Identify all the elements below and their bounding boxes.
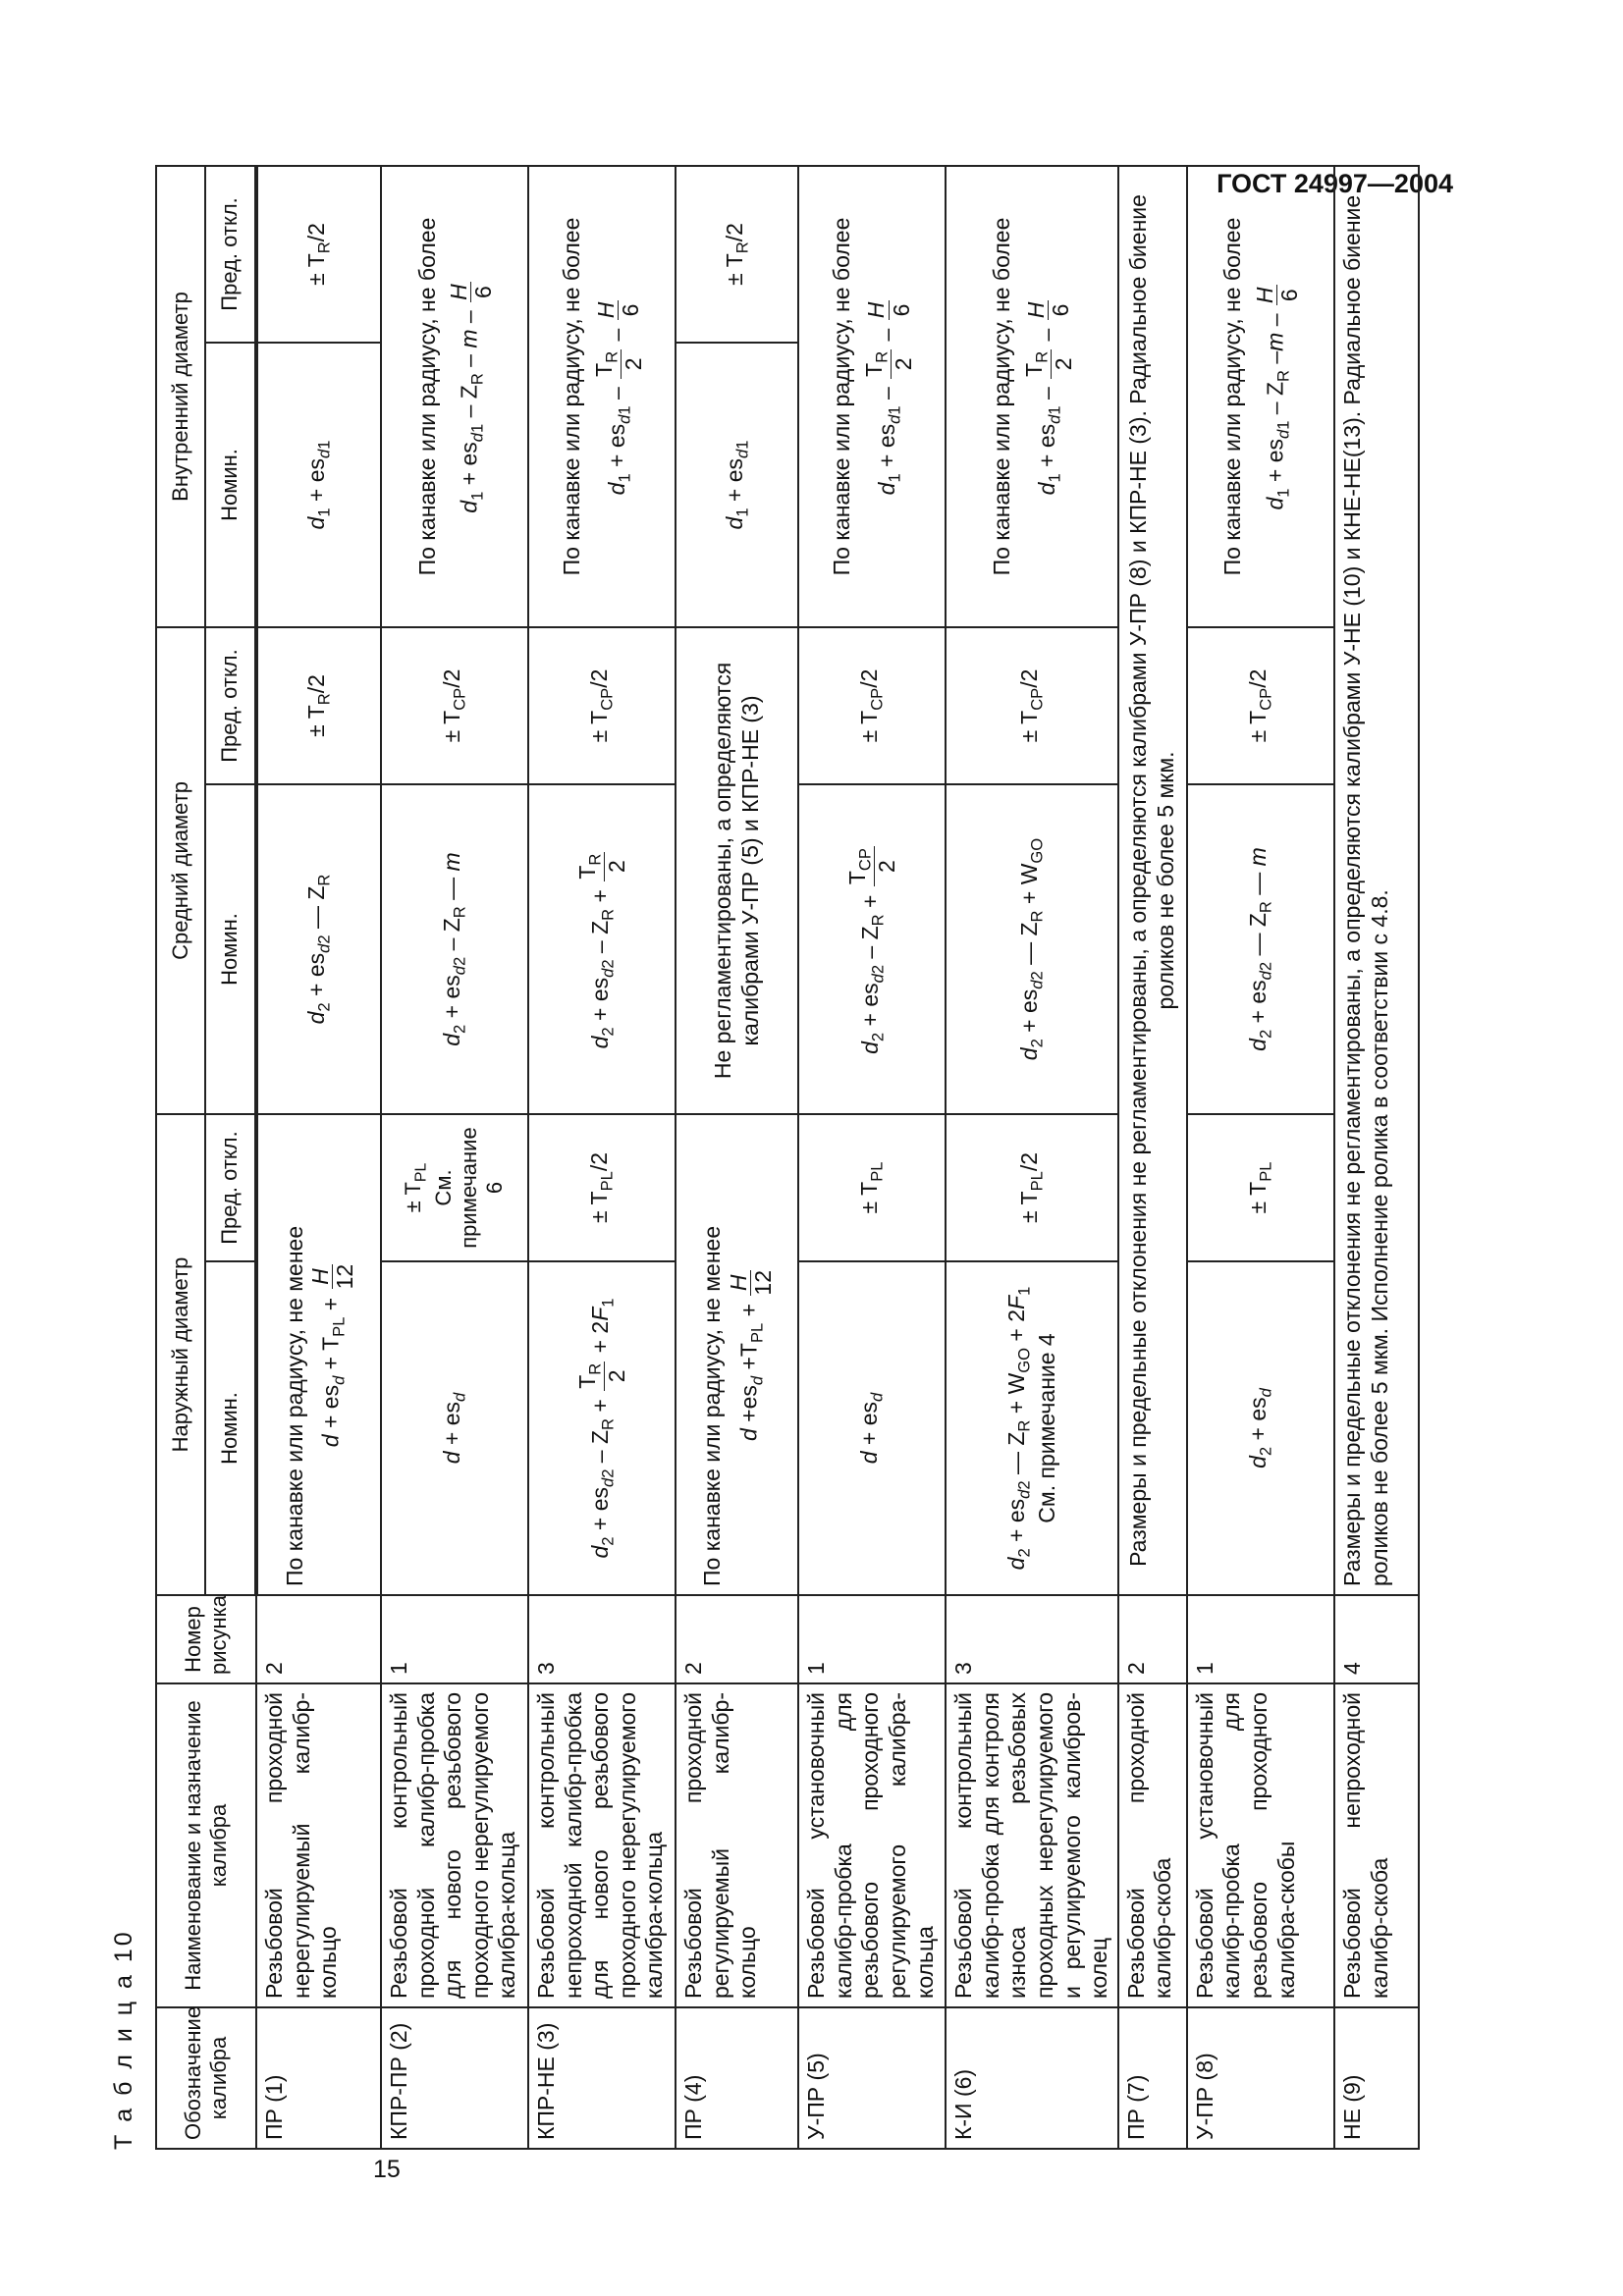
row-name: Резьбовой контрольный проходной калибр-пробка для нового резьбового проходного нерегулируемого калибра-кольца	[381, 1683, 528, 2007]
formula: ± $T_{CP}/2$	[946, 627, 1118, 784]
formula: $d_2 + es_{d2} - Z_R$ + $T_R$ 2 + $2F_1$	[528, 1261, 676, 1595]
inner-cell	[946, 166, 1118, 627]
row-figure: 2	[1118, 1595, 1187, 1683]
table-caption: Т а б л и ц а 10	[110, 1929, 137, 2150]
table-row	[676, 166, 798, 2149]
rotated-table-area	[104, 167, 1420, 2150]
mid-text: Не регламентированы, а определяются калибрами У-ПР (5) и КПР-НЕ (3)	[676, 627, 798, 1114]
formula: $d_2 + es_{d2} - Z_R$ + $T_{CP}$ 2	[798, 784, 946, 1114]
outer-span-title: По канавке или радиусу, не менее	[281, 1225, 307, 1586]
row-figure: 3	[528, 1595, 676, 1683]
col-inner: Внутренний диаметр	[156, 166, 205, 627]
inner-text: По канавке или радиусу, не более	[829, 217, 855, 576]
col-designation: Обозначение калибра	[156, 2007, 256, 2149]
formula: $d_2 + es_{d2} - Z_R$ — m	[381, 784, 528, 1114]
formula: $d_1 + es_{d1}$	[676, 343, 798, 627]
inner-cell	[1187, 166, 1334, 627]
formula: ± $T_R/2$	[676, 166, 798, 343]
row-code: НЕ (9)	[1334, 2007, 1419, 2149]
formula: $d_1 + es_{d1}$ – $T_R$ 2 – H 6	[1020, 301, 1076, 496]
row-code: К-И (6)	[946, 2007, 1118, 2149]
formula: ± $T_{PL}$ См. примечание 6	[381, 1114, 528, 1261]
row-name: Резьбовой непроходной калибр-скоба	[1334, 1683, 1419, 2007]
formula: ± $T_{CP}/2$	[381, 627, 528, 784]
inner-nom: Номин.	[205, 343, 256, 627]
formula: $d_2 + es_{d2}$ — $Z_R$	[256, 784, 381, 1114]
row-code: КПР-НЕ (3)	[528, 2007, 676, 2149]
col-outer: Наружный диаметр	[156, 1114, 205, 1595]
row-name: Резьбовой проходной калибр-скоба	[1118, 1683, 1187, 2007]
row-figure: 1	[798, 1595, 946, 1683]
formula: ± $T_{CP}/2$	[1187, 627, 1334, 784]
row-code: У-ПР (8)	[1187, 2007, 1334, 2149]
table-row	[946, 166, 1118, 2149]
inner-cell	[381, 166, 528, 627]
formula: ± $T_{CP}/2$	[798, 627, 946, 784]
formula: ± $T_R/2$	[256, 627, 381, 784]
formula: $d_1 + es_{d1}$ – $T_R$ 2 – H 6	[590, 301, 646, 496]
inner-text: По канавке или радиусу, не более	[559, 217, 585, 576]
row-figure: 4	[1334, 1595, 1419, 1683]
outer-cell	[256, 1114, 381, 1595]
formula: ± $T_R/2$	[256, 166, 381, 343]
span-note: Размеры и предельные отклонения не регламентированы, а определяются калибрами У-ПР (8) и КПР-НЕ (3). Радиальное биение роликов не более 5 мкм.	[1118, 166, 1187, 1595]
table-row	[798, 166, 946, 2149]
formula: $d_2 + es_{d2}$ — $Z_R$ — m	[1187, 784, 1334, 1114]
row-figure: 3	[946, 1595, 1118, 1683]
table-row	[1334, 166, 1419, 2149]
row-figure: 1	[381, 1595, 528, 1683]
row-name: Резьбовой контрольный калибр-пробка для контроля износа резьбовых проходных нерегулируемого и регулируемого калибров-колец	[946, 1683, 1118, 2007]
formula: $d_2 + es_{d2} - Z_R$ + $T_R$ 2	[528, 784, 676, 1114]
gauge-table	[155, 165, 1420, 2150]
row-code: ПР (1)	[256, 2007, 381, 2149]
col-figure: Номер рисунка	[156, 1595, 256, 1683]
note-ref: См. примечание 4	[1033, 1333, 1059, 1523]
row-name: Резьбовой контрольный непроходной калибр-пробка для нового резьбового проходного нерегулируемого калибра-кольца	[528, 1683, 676, 2007]
formula: ± $T_{CP}/2$	[528, 627, 676, 784]
row-code: У-ПР (5)	[798, 2007, 946, 2149]
outer-cell	[676, 1114, 798, 1595]
col-middle: Средний диаметр	[156, 627, 205, 1114]
standard-number: ГОСТ 24997—2004	[1217, 169, 1453, 198]
inner-cell	[528, 166, 676, 627]
formula: $d_2 + es_{d2}$ — $Z_R + W_{GO}$	[946, 784, 1118, 1114]
outer-nom: Номин.	[205, 1261, 256, 1595]
row-name: Резьбовой установочный калибр-пробка для резьбового проходного калибра-скобы	[1187, 1683, 1334, 2007]
formula: $d_1 + es_{d1}$	[256, 343, 381, 627]
table-row	[381, 166, 528, 2149]
row-figure: 2	[676, 1595, 798, 1683]
outer-span-title: По канавке или радиусу, не менее	[699, 1225, 726, 1586]
table-row	[528, 166, 676, 2149]
inner-text: По канавке или радиусу, не более	[413, 217, 440, 576]
row-name: Резьбовой проходной нерегулируемый калибр-кольцо	[256, 1683, 381, 2007]
formula: ± $T_{PL}/2$	[946, 1114, 1118, 1261]
formula: $d + es_d + T_{PL}$ + H 12	[307, 1263, 358, 1448]
inner-text: По канавке или радиусу, не более	[1219, 217, 1246, 576]
page-number: 15	[373, 2156, 401, 2183]
inner-cell	[798, 166, 946, 627]
row-code: ПР (7)	[1118, 2007, 1187, 2149]
span-note: Размеры и предельные отклонения не регламентированы, а определяются калибрами У-НЕ (10) и КНЕ-НЕ(13). Радиальное биение роликов не более 5 мкм. Исполнение ролика в соответствии с 4.8.	[1334, 166, 1419, 1595]
formula: $d_1 + es_{d1} - Z_R - m$ – H 6	[446, 284, 497, 513]
formula: ± $T_{PL}$	[798, 1114, 946, 1261]
inner-dev: Пред. откл.	[205, 166, 256, 343]
formula: $d +es_d +T_{PL}$ + H 12	[725, 1269, 776, 1442]
formula: $d_1 + es_{d1} - Z_R$ –m – H 6	[1252, 287, 1303, 510]
row-name: Резьбовой проходной регулируемый калибр-кольцо	[676, 1683, 798, 2007]
col-name: Наименование и назначение калибра	[156, 1683, 256, 2007]
middle-dev: Пред. откл.	[205, 627, 256, 784]
formula: ± $T_{PL}/2$	[528, 1114, 676, 1261]
row-code: ПР (4)	[676, 2007, 798, 2149]
middle-nom: Номин.	[205, 784, 256, 1114]
row-code: КПР-ПР (2)	[381, 2007, 528, 2149]
inner-text: По канавке или радиусу, не более	[989, 217, 1015, 576]
table-row	[1118, 166, 1187, 2149]
outer-dev: Пред. откл.	[205, 1114, 256, 1261]
note-ref: См. примечание 6	[430, 1127, 508, 1249]
formula: $d + es_d$	[798, 1261, 946, 1595]
formula: $d_2 + es_{d2}$ — $Z_R + W_{GO} + 2F_1$ См. примечание 4	[946, 1261, 1118, 1595]
formula: $d_2 + es_d$	[1187, 1261, 1334, 1595]
table-row	[1187, 166, 1334, 2149]
formula: $d + es_d$	[381, 1261, 528, 1595]
formula: $d_1 + es_{d1}$ – $T_R$ 2 – H 6	[860, 301, 916, 496]
row-name: Резьбовой установочный калибр-пробка для резьбового проходного регулируемого калибра-кольца	[798, 1683, 946, 2007]
table-row	[256, 166, 381, 2149]
row-figure: 2	[256, 1595, 381, 1683]
row-figure: 1	[1187, 1595, 1334, 1683]
formula: ± $T_{PL}$	[1187, 1114, 1334, 1261]
